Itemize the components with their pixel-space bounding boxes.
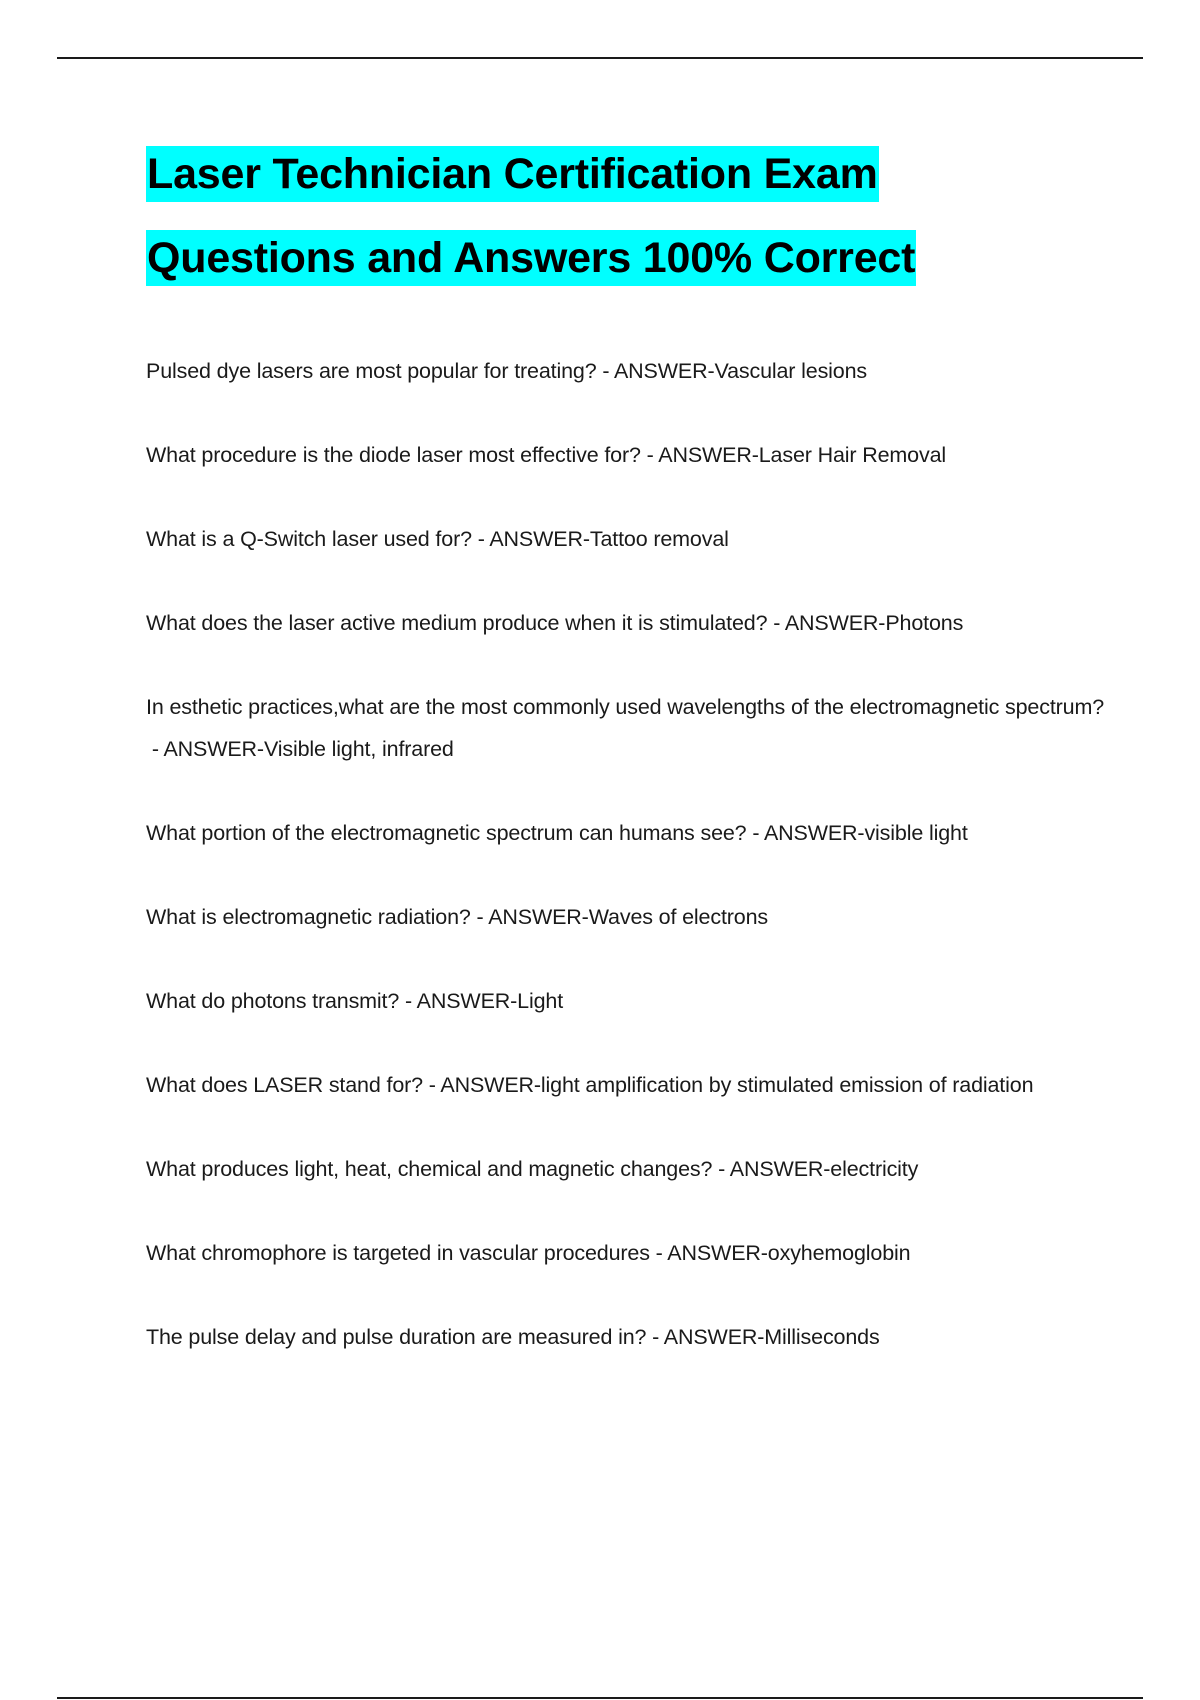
answer: electricity	[830, 1157, 919, 1181]
qa-item	[146, 518, 1106, 560]
question: What is electromagnetic radiation?	[146, 905, 471, 929]
qa-item	[146, 1148, 1106, 1190]
qa-item	[146, 602, 1106, 644]
qa-item	[146, 896, 1106, 938]
answer-separator: - ANSWER-	[640, 443, 759, 467]
answer-separator: - ANSWER-	[767, 611, 886, 635]
question: What does the laser active medium produce when it is stimulated?	[146, 611, 768, 635]
qa-item	[146, 1316, 1106, 1358]
qa-item	[146, 686, 1106, 770]
answer: Visible light, infrared	[263, 737, 454, 761]
question: Pulsed dye lasers are most popular for treating?	[146, 359, 597, 383]
answer: Waves of electrons	[588, 905, 769, 929]
answer-separator: - ANSWER-	[471, 527, 590, 551]
qa-list	[146, 350, 1106, 1400]
question: What procedure is the diode laser most effective for?	[146, 443, 641, 467]
answer-separator: - ANSWER-	[470, 905, 589, 929]
answer: Photons	[885, 611, 964, 635]
question: What is a Q-Switch laser used for?	[146, 527, 472, 551]
answer-separator: - ANSWER-	[746, 821, 865, 845]
header-rule	[57, 57, 1143, 59]
answer: oxyhemoglobin	[767, 1241, 911, 1265]
title-line-2: Questions and Answers 100% Correct	[146, 230, 916, 286]
question: What does LASER stand for?	[146, 1073, 423, 1097]
answer-separator: - ANSWER-	[422, 1073, 541, 1097]
answer-separator: - ANSWER-	[712, 1157, 831, 1181]
qa-item	[146, 812, 1106, 854]
document-title	[146, 146, 916, 314]
footer-rule	[57, 1697, 1143, 1699]
answer: Tattoo removal	[589, 527, 729, 551]
answer-separator: - ANSWER-	[596, 359, 715, 383]
qa-item	[146, 434, 1106, 476]
question: What portion of the electromagnetic spectrum can humans see?	[146, 821, 747, 845]
question: In esthetic practices,what are the most commonly used wavelengths of the electromagnetic spectrum?	[146, 695, 1105, 719]
answer-separator: - ANSWER-	[649, 1241, 768, 1265]
answer: Laser Hair Removal	[758, 443, 947, 467]
qa-item	[146, 350, 1106, 392]
qa-item	[146, 1232, 1106, 1274]
answer: Vascular lesions	[714, 359, 868, 383]
answer: Milliseconds	[764, 1325, 880, 1349]
question: What produces light, heat, chemical and magnetic changes?	[146, 1157, 713, 1181]
answer-separator: - ANSWER-	[399, 989, 518, 1013]
qa-item	[146, 980, 1106, 1022]
title-line-1: Laser Technician Certification Exam	[146, 146, 879, 202]
answer-separator: - ANSWER-	[646, 1325, 765, 1349]
answer-separator: - ANSWER-	[146, 737, 264, 761]
answer: light amplification by stimulated emission of radiation	[540, 1073, 1034, 1097]
question: The pulse delay and pulse duration are measured in?	[146, 1325, 647, 1349]
question: What do photons transmit?	[146, 989, 400, 1013]
answer: Light	[517, 989, 564, 1013]
qa-item	[146, 1064, 1106, 1106]
answer: visible light	[864, 821, 968, 845]
question: What chromophore is targeted in vascular procedures	[146, 1241, 650, 1265]
